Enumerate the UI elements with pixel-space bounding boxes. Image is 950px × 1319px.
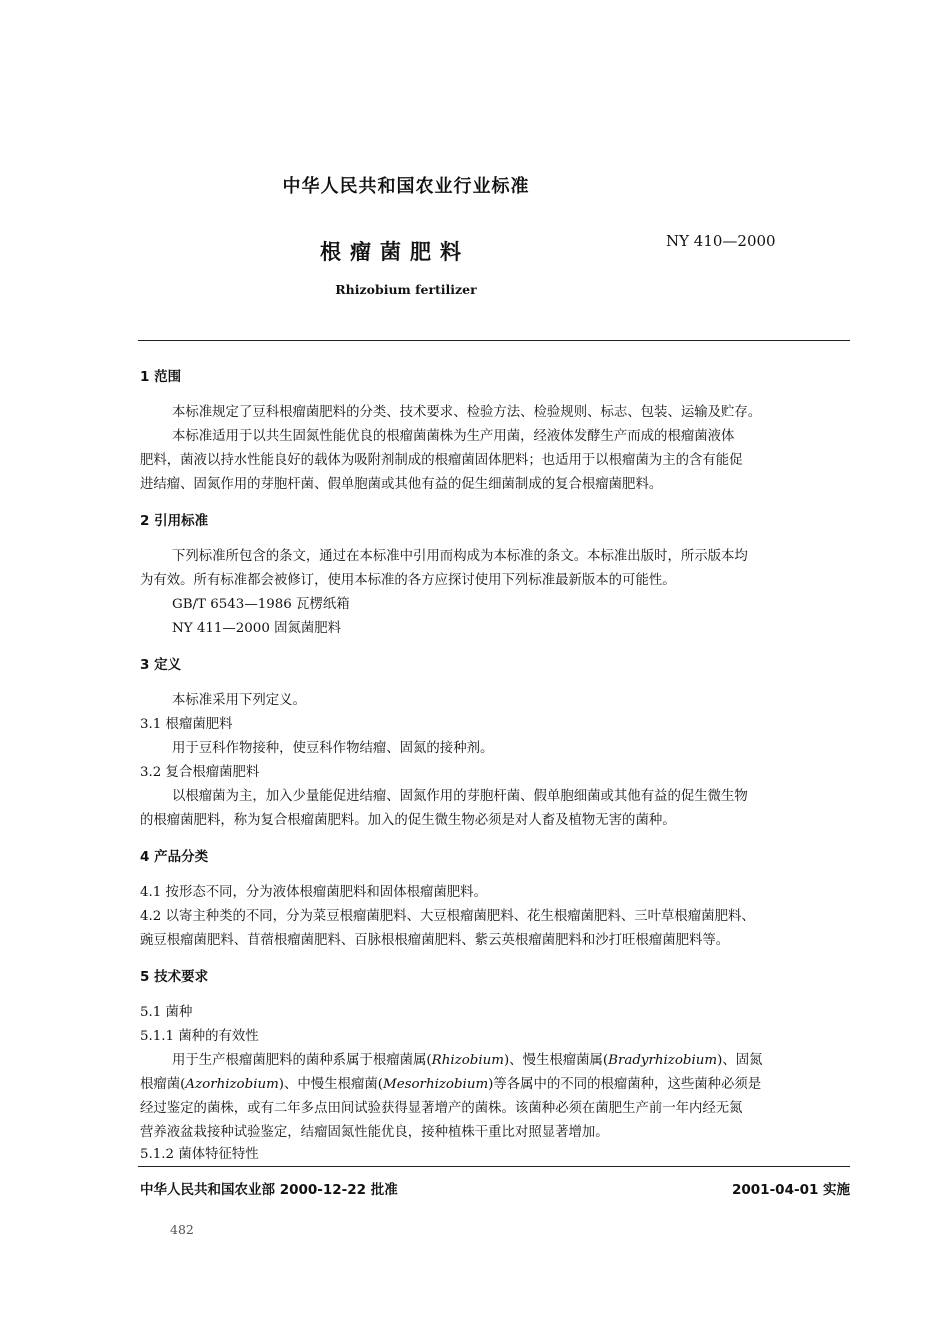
subsection-heading: 5.1.2 菌体特征特性 [140,1147,259,1162]
english-title: Rhizobium fertilizer [335,282,477,297]
classification-item: 4.1 按形态不同，分为液体根瘤菌肥料和固体根瘤菌肥料。 [140,885,487,900]
section-5-paragraph: 用于生产根瘤菌肥料的菌种系属于根瘤菌属(Rhizobium)、慢生根瘤菌属(Bradyrhizobium)、固氮 [172,1053,763,1068]
definition-text: 用于豆科作物接种，使豆科作物结瘤、固氮的接种剂。 [172,741,494,756]
implementation-date: 2001-04-01 实施 [732,1182,851,1198]
document-title: 根瘤菌肥料 [320,240,470,264]
section-1-paragraph: 本标准适用于以共生固氮性能优良的根瘤菌菌株为生产用菌，经液体发酵生产而成的根瘤菌液体 [172,429,735,444]
header-divider [138,340,850,341]
definition-heading: 3.2 复合根瘤菌肥料 [140,765,260,780]
section-1-heading: 1 范围 [140,369,182,385]
definition-text: 的根瘤菌肥料，称为复合根瘤菌肥料。加入的促生微生物必须是对人畜及植物无害的菌种。 [140,813,676,828]
section-3-paragraph: 本标准采用下列定义。 [172,693,306,708]
section-1-paragraph: 肥料，菌液以持水性能良好的载体为吸附剂制成的根瘤菌固体肥料；也适用于以根瘤菌为主的含有能促 [140,453,743,468]
approval-date: 中华人民共和国农业部 2000-12-22 批准 [140,1182,398,1198]
section-4-heading: 4 产品分类 [140,849,209,865]
section-2-paragraph: 下列标准所包含的条文，通过在本标准中引用而构成为本标准的条文。本标准出版时，所示版本均 [172,549,748,564]
classification-item: 豌豆根瘤菌肥料、苜蓿根瘤菌肥料、百脉根根瘤菌肥料、紫云英根瘤菌肥料和沙打旺根瘤菌肥料等。 [140,933,730,948]
standard-number: NY 410—2000 [666,232,776,250]
reference-standard: GB/T 6543—1986 瓦楞纸箱 [172,597,350,612]
subsection-heading: 5.1 菌种 [140,1005,193,1020]
section-5-paragraph: 营养液盆栽接种试验鉴定，结瘤固氮性能优良，接种植株干重比对照显著增加。 [140,1125,609,1140]
section-1-paragraph: 进结瘤、固氮作用的芽胞杆菌、假单胞菌或其他有益的促生细菌制成的复合根瘤菌肥料。 [140,477,663,492]
section-2-heading: 2 引用标准 [140,513,209,529]
section-3-heading: 3 定义 [140,657,182,673]
issuer-title: 中华人民共和国农业行业标准 [282,176,530,197]
section-2-paragraph: 为有效。所有标准都会被修订，使用本标准的各方应探讨使用下列标准最新版本的可能性。 [140,573,676,588]
section-5-paragraph: 根瘤菌(Azorhizobium)、中慢生根瘤菌(Mesorhizobium)等各属中的不同的根瘤菌种，这些菌种必须是 [140,1077,762,1092]
section-5-heading: 5 技术要求 [140,969,209,985]
classification-item: 4.2 以寄主种类的不同，分为菜豆根瘤菌肥料、大豆根瘤菌肥料、花生根瘤菌肥料、三叶草根瘤菌肥料、 [140,909,755,924]
definition-heading: 3.1 根瘤菌肥料 [140,717,233,732]
definition-text: 以根瘤菌为主，加入少量能促进结瘤、固氮作用的芽胞杆菌、假单胞细菌或其他有益的促生微生物 [172,789,748,804]
page-number: 482 [170,1222,194,1237]
footer-divider [138,1166,850,1167]
subsection-heading: 5.1.1 菌种的有效性 [140,1029,259,1044]
section-5-paragraph: 经过鉴定的菌株，或有二年多点田间试验获得显著增产的菌株。该菌种必须在菌肥生产前一年内经无氮 [140,1101,743,1116]
section-1-paragraph: 本标准规定了豆科根瘤菌肥料的分类、技术要求、检验方法、检验规则、标志、包装、运输及贮存。 [172,405,762,420]
reference-standard: NY 411—2000 固氮菌肥料 [172,621,342,636]
